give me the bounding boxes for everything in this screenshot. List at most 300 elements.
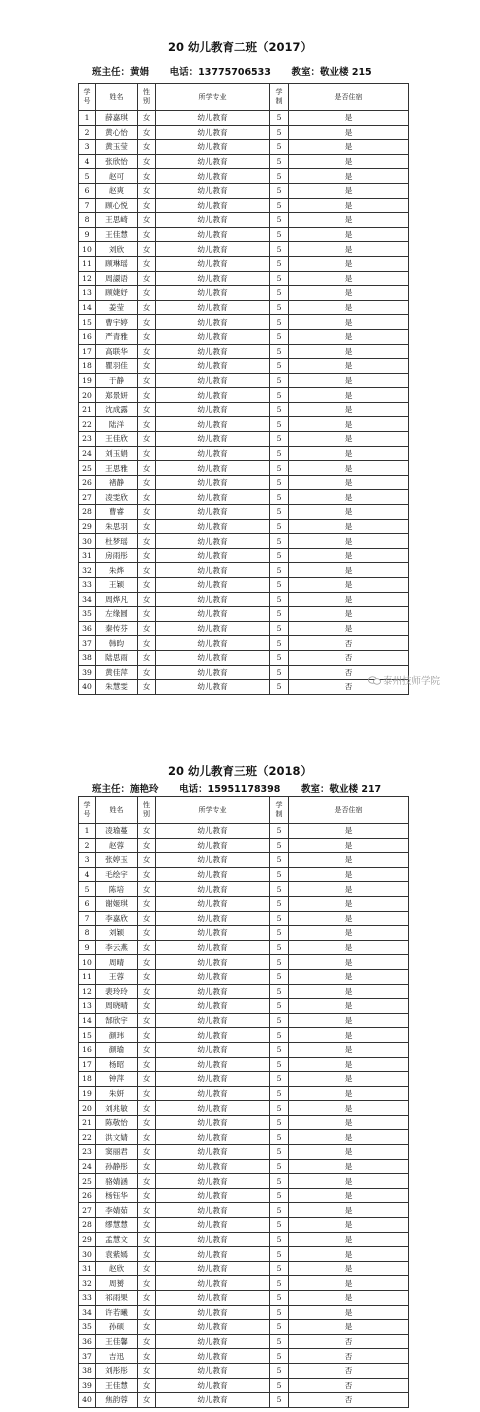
cell-dorm: 是 xyxy=(289,1305,409,1320)
table-row xyxy=(79,1393,409,1408)
header-no: 学 号 xyxy=(79,797,96,824)
cell-no: 4 xyxy=(79,154,96,169)
cell-years: 5 xyxy=(270,838,289,853)
cell-name: 朱思羽 xyxy=(96,519,138,534)
cell-major: 幼儿教育 xyxy=(156,1130,270,1145)
cell-no: 16 xyxy=(79,329,96,344)
cell-dorm: 否 xyxy=(289,636,409,651)
cell-name: 周赟 xyxy=(96,1276,138,1291)
cell-years: 5 xyxy=(270,1174,289,1189)
header-gender: 性 别 xyxy=(138,797,156,824)
cell-dorm: 是 xyxy=(289,621,409,636)
cell-gender: 女 xyxy=(138,490,156,505)
cell-no: 24 xyxy=(79,1159,96,1174)
cell-dorm: 是 xyxy=(289,1203,409,1218)
cell-gender: 女 xyxy=(138,111,156,126)
cell-gender: 女 xyxy=(138,896,156,911)
watermark-text: 泰州技师学院 xyxy=(383,676,441,687)
cell-gender: 女 xyxy=(138,853,156,868)
cell-no: 40 xyxy=(79,680,96,695)
cell-no: 30 xyxy=(79,534,96,549)
cell-years: 5 xyxy=(270,329,289,344)
cell-dorm: 是 xyxy=(289,519,409,534)
student-table xyxy=(78,796,409,1408)
cell-major: 幼儿教育 xyxy=(156,417,270,432)
cell-years: 5 xyxy=(270,125,289,140)
cell-name: 顾心悦 xyxy=(96,198,138,213)
cell-name: 赵爽 xyxy=(96,183,138,198)
cell-name: 秦传芬 xyxy=(96,621,138,636)
cell-major: 幼儿教育 xyxy=(156,1145,270,1160)
cell-years: 5 xyxy=(270,1028,289,1043)
cell-no: 22 xyxy=(79,1130,96,1145)
cell-dorm: 是 xyxy=(289,926,409,941)
table-row xyxy=(79,490,409,505)
cell-years: 5 xyxy=(270,505,289,520)
phone-number: 13775706533 xyxy=(198,67,271,78)
cell-no: 19 xyxy=(79,1086,96,1101)
cell-name: 瞿羽佳 xyxy=(96,359,138,374)
table-row xyxy=(79,1086,409,1101)
cell-major: 幼儿教育 xyxy=(156,1101,270,1116)
cell-gender: 女 xyxy=(138,1378,156,1393)
cell-name: 左缘圆 xyxy=(96,607,138,622)
cell-years: 5 xyxy=(270,373,289,388)
cell-major: 幼儿教育 xyxy=(156,896,270,911)
phone-label: 电话： xyxy=(169,67,199,78)
teacher-name: 黄娟 xyxy=(130,67,150,78)
cell-dorm: 是 xyxy=(289,198,409,213)
cell-gender: 女 xyxy=(138,1203,156,1218)
cell-name: 刘玉娟 xyxy=(96,446,138,461)
cell-years: 5 xyxy=(270,984,289,999)
cell-years: 5 xyxy=(270,1057,289,1072)
cell-gender: 女 xyxy=(138,432,156,447)
cell-major: 幼儿教育 xyxy=(156,1349,270,1364)
cell-no: 7 xyxy=(79,911,96,926)
cell-no: 8 xyxy=(79,213,96,228)
cell-dorm: 是 xyxy=(289,490,409,505)
cell-major: 幼儿教育 xyxy=(156,534,270,549)
cell-major: 幼儿教育 xyxy=(156,969,270,984)
cell-name: 李婧茹 xyxy=(96,1203,138,1218)
cell-years: 5 xyxy=(270,955,289,970)
cell-name: 王思雅 xyxy=(96,461,138,476)
table-row xyxy=(79,636,409,651)
cell-gender: 女 xyxy=(138,911,156,926)
cell-no: 24 xyxy=(79,446,96,461)
cell-gender: 女 xyxy=(138,578,156,593)
cell-dorm: 是 xyxy=(289,882,409,897)
cell-years: 5 xyxy=(270,1086,289,1101)
cell-dorm: 是 xyxy=(289,969,409,984)
cell-dorm: 是 xyxy=(289,432,409,447)
cell-major: 幼儿教育 xyxy=(156,1086,270,1101)
cell-major: 幼儿教育 xyxy=(156,636,270,651)
cell-dorm: 是 xyxy=(289,344,409,359)
cell-no: 30 xyxy=(79,1247,96,1262)
cell-years: 5 xyxy=(270,286,289,301)
cell-gender: 女 xyxy=(138,926,156,941)
cell-major: 幼儿教育 xyxy=(156,242,270,257)
table-row xyxy=(79,432,409,447)
cell-name: 杜梦瑶 xyxy=(96,534,138,549)
table-row xyxy=(79,838,409,853)
cell-gender: 女 xyxy=(138,1072,156,1087)
cell-name: 孙硕 xyxy=(96,1320,138,1335)
cell-years: 5 xyxy=(270,1378,289,1393)
cell-no: 3 xyxy=(79,140,96,155)
cell-dorm: 是 xyxy=(289,417,409,432)
cell-years: 5 xyxy=(270,169,289,184)
cell-major: 幼儿教育 xyxy=(156,1013,270,1028)
cell-name: 严青雅 xyxy=(96,329,138,344)
header-no: 学 号 xyxy=(79,84,96,111)
cell-no: 34 xyxy=(79,592,96,607)
table-row xyxy=(79,955,409,970)
cell-no: 9 xyxy=(79,940,96,955)
cell-years: 5 xyxy=(270,256,289,271)
cell-gender: 女 xyxy=(138,1145,156,1160)
table-row xyxy=(79,1320,409,1335)
cell-name: 刘欣 xyxy=(96,242,138,257)
cell-years: 5 xyxy=(270,227,289,242)
table-row xyxy=(79,1203,409,1218)
table-row xyxy=(79,475,409,490)
cell-gender: 女 xyxy=(138,824,156,839)
cell-years: 5 xyxy=(270,446,289,461)
cell-major: 幼儿教育 xyxy=(156,111,270,126)
table-row xyxy=(79,1028,409,1043)
cell-major: 幼儿教育 xyxy=(156,867,270,882)
cell-years: 5 xyxy=(270,402,289,417)
cell-dorm: 是 xyxy=(289,838,409,853)
cell-name: 吉迅 xyxy=(96,1349,138,1364)
cell-gender: 女 xyxy=(138,140,156,155)
cell-dorm: 是 xyxy=(289,183,409,198)
cell-gender: 女 xyxy=(138,665,156,680)
header-name: 姓名 xyxy=(96,84,138,111)
cell-no: 11 xyxy=(79,969,96,984)
cell-major: 幼儿教育 xyxy=(156,461,270,476)
cell-gender: 女 xyxy=(138,213,156,228)
table-row xyxy=(79,940,409,955)
cell-years: 5 xyxy=(270,388,289,403)
cell-major: 幼儿教育 xyxy=(156,1028,270,1043)
cell-no: 37 xyxy=(79,636,96,651)
table-row xyxy=(79,1159,409,1174)
cell-major: 幼儿教育 xyxy=(156,1378,270,1393)
cell-dorm: 是 xyxy=(289,271,409,286)
cell-name: 曹睿 xyxy=(96,505,138,520)
cell-dorm: 是 xyxy=(289,169,409,184)
cell-dorm: 是 xyxy=(289,461,409,476)
cell-name: 朱妍 xyxy=(96,1086,138,1101)
cell-name: 郜欣宇 xyxy=(96,1013,138,1028)
watermark xyxy=(368,673,440,687)
cell-name: 祁雨果 xyxy=(96,1291,138,1306)
cell-name: 李云燕 xyxy=(96,940,138,955)
cell-years: 5 xyxy=(270,1013,289,1028)
cell-gender: 女 xyxy=(138,1218,156,1233)
cell-no: 6 xyxy=(79,183,96,198)
cell-years: 5 xyxy=(270,213,289,228)
table-row xyxy=(79,461,409,476)
table-row xyxy=(79,446,409,461)
cell-dorm: 是 xyxy=(289,824,409,839)
cell-major: 幼儿教育 xyxy=(156,1232,270,1247)
cell-dorm: 是 xyxy=(289,1276,409,1291)
cell-gender: 女 xyxy=(138,1115,156,1130)
cell-name: 陆洋 xyxy=(96,417,138,432)
cell-no: 2 xyxy=(79,838,96,853)
cell-dorm: 是 xyxy=(289,140,409,155)
cell-years: 5 xyxy=(270,359,289,374)
cell-years: 5 xyxy=(270,519,289,534)
table-row xyxy=(79,1261,409,1276)
cell-gender: 女 xyxy=(138,505,156,520)
table-row xyxy=(79,227,409,242)
cell-major: 幼儿教育 xyxy=(156,1042,270,1057)
cell-major: 幼儿教育 xyxy=(156,505,270,520)
header-major: 所学专业 xyxy=(156,84,270,111)
cell-dorm: 是 xyxy=(289,534,409,549)
table-row xyxy=(79,1363,409,1378)
cell-gender: 女 xyxy=(138,125,156,140)
table-row xyxy=(79,111,409,126)
cell-no: 17 xyxy=(79,1057,96,1072)
cell-no: 37 xyxy=(79,1349,96,1364)
cell-name: 窦丽君 xyxy=(96,1145,138,1160)
cell-dorm: 是 xyxy=(289,1320,409,1335)
cell-name: 姜莹 xyxy=(96,300,138,315)
cell-no: 29 xyxy=(79,1232,96,1247)
cell-no: 23 xyxy=(79,432,96,447)
cell-name: 王思崎 xyxy=(96,213,138,228)
table-row xyxy=(79,271,409,286)
cell-years: 5 xyxy=(270,969,289,984)
cell-dorm: 是 xyxy=(289,867,409,882)
cell-major: 幼儿教育 xyxy=(156,388,270,403)
cell-no: 20 xyxy=(79,1101,96,1116)
cell-gender: 女 xyxy=(138,519,156,534)
cell-no: 10 xyxy=(79,955,96,970)
cell-name: 周晴 xyxy=(96,955,138,970)
cell-name: 曹宇婷 xyxy=(96,315,138,330)
cell-no: 32 xyxy=(79,563,96,578)
cell-name: 洪文婧 xyxy=(96,1130,138,1145)
table-row xyxy=(79,926,409,941)
table-row xyxy=(79,1291,409,1306)
cell-name: 王蓉 xyxy=(96,969,138,984)
table-row xyxy=(79,882,409,897)
cell-dorm: 是 xyxy=(289,896,409,911)
cell-gender: 女 xyxy=(138,607,156,622)
cell-major: 幼儿教育 xyxy=(156,940,270,955)
cell-name: 王佳慧 xyxy=(96,227,138,242)
table-row xyxy=(79,1349,409,1364)
cell-no: 10 xyxy=(79,242,96,257)
cell-gender: 女 xyxy=(138,838,156,853)
cell-no: 35 xyxy=(79,607,96,622)
cell-no: 38 xyxy=(79,650,96,665)
teacher-label: 班主任： xyxy=(92,67,131,78)
cell-gender: 女 xyxy=(138,417,156,432)
cell-no: 3 xyxy=(79,853,96,868)
cell-gender: 女 xyxy=(138,1349,156,1364)
cell-dorm: 是 xyxy=(289,1145,409,1160)
cell-dorm: 是 xyxy=(289,592,409,607)
cell-no: 12 xyxy=(79,984,96,999)
cell-no: 39 xyxy=(79,665,96,680)
table-row xyxy=(79,969,409,984)
cell-dorm: 是 xyxy=(289,315,409,330)
cell-dorm: 是 xyxy=(289,286,409,301)
header-gender: 性 别 xyxy=(138,84,156,111)
cell-dorm: 是 xyxy=(289,402,409,417)
cell-gender: 女 xyxy=(138,300,156,315)
cell-gender: 女 xyxy=(138,286,156,301)
cell-years: 5 xyxy=(270,1305,289,1320)
cell-major: 幼儿教育 xyxy=(156,359,270,374)
room-number: 敬业楼 217 xyxy=(329,784,382,795)
cell-gender: 女 xyxy=(138,999,156,1014)
cell-gender: 女 xyxy=(138,1188,156,1203)
header-dorm: 是否住宿 xyxy=(289,797,409,824)
table-row xyxy=(79,300,409,315)
cell-years: 5 xyxy=(270,592,289,607)
cell-years: 5 xyxy=(270,1159,289,1174)
cell-major: 幼儿教育 xyxy=(156,882,270,897)
cell-no: 34 xyxy=(79,1305,96,1320)
cell-no: 16 xyxy=(79,1042,96,1057)
header-name: 姓名 xyxy=(96,797,138,824)
cell-major: 幼儿教育 xyxy=(156,1174,270,1189)
cell-years: 5 xyxy=(270,650,289,665)
cell-no: 14 xyxy=(79,1013,96,1028)
cell-gender: 女 xyxy=(138,359,156,374)
cell-dorm: 是 xyxy=(289,1042,409,1057)
teacher-name: 施艳玲 xyxy=(130,784,159,795)
table-row xyxy=(79,198,409,213)
cell-dorm: 是 xyxy=(289,242,409,257)
cell-years: 5 xyxy=(270,1115,289,1130)
cell-dorm: 否 xyxy=(289,680,409,695)
table-row xyxy=(79,1115,409,1130)
table-row xyxy=(79,417,409,432)
cell-years: 5 xyxy=(270,1130,289,1145)
table-row xyxy=(79,592,409,607)
table-row xyxy=(79,1247,409,1262)
cell-dorm: 是 xyxy=(289,446,409,461)
cell-dorm: 否 xyxy=(289,1349,409,1364)
cell-dorm: 是 xyxy=(289,1115,409,1130)
cell-major: 幼儿教育 xyxy=(156,563,270,578)
cell-gender: 女 xyxy=(138,1013,156,1028)
cell-major: 幼儿教育 xyxy=(156,315,270,330)
cell-years: 5 xyxy=(270,578,289,593)
cell-dorm: 是 xyxy=(289,125,409,140)
cell-dorm: 是 xyxy=(289,563,409,578)
cell-major: 幼儿教育 xyxy=(156,1072,270,1087)
cell-gender: 女 xyxy=(138,882,156,897)
table-row xyxy=(79,519,409,534)
table-row xyxy=(79,853,409,868)
cell-gender: 女 xyxy=(138,271,156,286)
cell-dorm: 是 xyxy=(289,955,409,970)
cell-no: 31 xyxy=(79,1261,96,1276)
header-years: 学 制 xyxy=(270,797,289,824)
table-row xyxy=(79,534,409,549)
cell-years: 5 xyxy=(270,417,289,432)
cell-years: 5 xyxy=(270,475,289,490)
cell-major: 幼儿教育 xyxy=(156,1188,270,1203)
cell-years: 5 xyxy=(270,867,289,882)
cell-years: 5 xyxy=(270,1145,289,1160)
cell-gender: 女 xyxy=(138,344,156,359)
cell-name: 刘兆敏 xyxy=(96,1101,138,1116)
cell-no: 29 xyxy=(79,519,96,534)
cell-gender: 女 xyxy=(138,1334,156,1349)
cell-years: 5 xyxy=(270,607,289,622)
cell-no: 1 xyxy=(79,111,96,126)
cell-no: 12 xyxy=(79,271,96,286)
cell-years: 5 xyxy=(270,1101,289,1116)
cell-name: 于静 xyxy=(96,373,138,388)
cell-name: 赵可 xyxy=(96,169,138,184)
cell-no: 23 xyxy=(79,1145,96,1160)
table-row xyxy=(79,1072,409,1087)
cell-gender: 女 xyxy=(138,1028,156,1043)
cell-gender: 女 xyxy=(138,446,156,461)
cell-name: 高联华 xyxy=(96,344,138,359)
section-title: 20 幼儿教育三班（2018） xyxy=(167,764,312,778)
cell-gender: 女 xyxy=(138,1086,156,1101)
cell-no: 36 xyxy=(79,621,96,636)
cell-dorm: 是 xyxy=(289,475,409,490)
cell-no: 17 xyxy=(79,344,96,359)
cell-name: 钟萍 xyxy=(96,1072,138,1087)
cell-dorm: 是 xyxy=(289,548,409,563)
cell-major: 幼儿教育 xyxy=(156,475,270,490)
cell-major: 幼儿教育 xyxy=(156,1261,270,1276)
cell-gender: 女 xyxy=(138,940,156,955)
cell-name: 周譞语 xyxy=(96,271,138,286)
cell-major: 幼儿教育 xyxy=(156,344,270,359)
cell-no: 31 xyxy=(79,548,96,563)
cell-dorm: 是 xyxy=(289,911,409,926)
cell-years: 5 xyxy=(270,461,289,476)
cell-major: 幼儿教育 xyxy=(156,1057,270,1072)
cell-years: 5 xyxy=(270,1363,289,1378)
cell-dorm: 是 xyxy=(289,1261,409,1276)
table-row xyxy=(79,1042,409,1057)
cell-no: 27 xyxy=(79,1203,96,1218)
cell-major: 幼儿教育 xyxy=(156,402,270,417)
cell-dorm: 是 xyxy=(289,213,409,228)
table-row xyxy=(79,315,409,330)
cell-name: 颜瑜 xyxy=(96,1042,138,1057)
cell-major: 幼儿教育 xyxy=(156,838,270,853)
cell-years: 5 xyxy=(270,1203,289,1218)
cell-years: 5 xyxy=(270,1042,289,1057)
cell-gender: 女 xyxy=(138,534,156,549)
cell-years: 5 xyxy=(270,926,289,941)
cell-years: 5 xyxy=(270,636,289,651)
cell-gender: 女 xyxy=(138,563,156,578)
cell-gender: 女 xyxy=(138,1393,156,1408)
cell-years: 5 xyxy=(270,1232,289,1247)
